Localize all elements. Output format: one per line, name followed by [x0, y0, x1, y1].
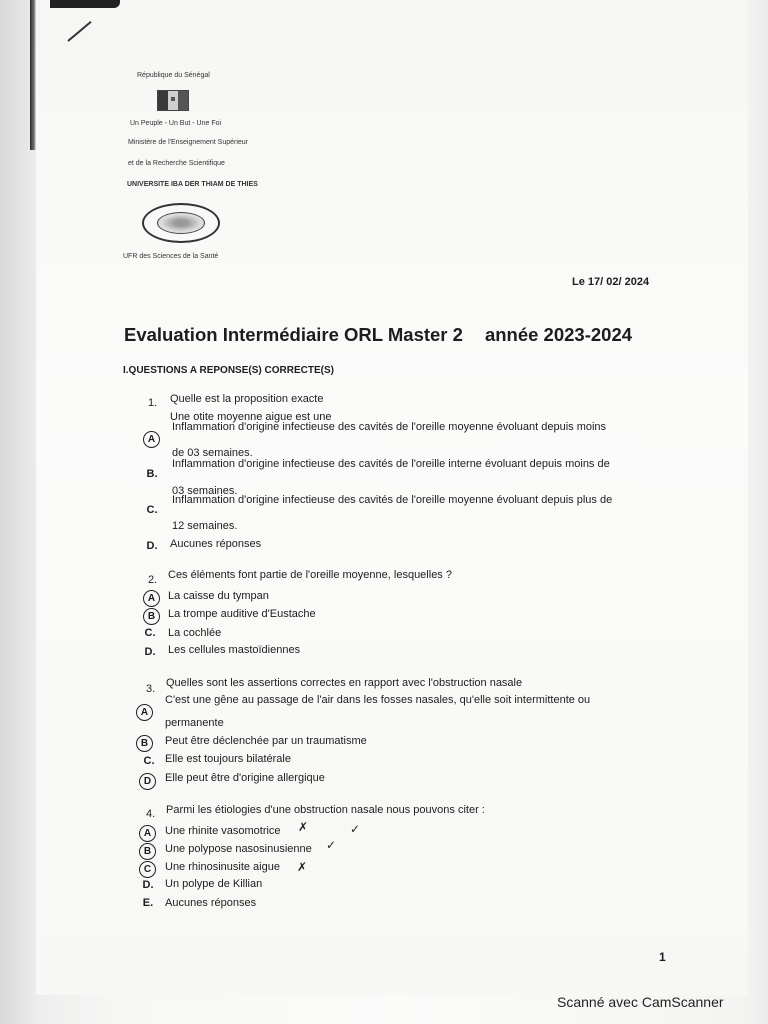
q4-option-c-circled: C [139, 861, 156, 878]
q1-option-c-line1: Inflammation d'origine infectieuse des cavités de l'oreille moyenne évoluant depuis plus de [172, 494, 613, 506]
q4-option-d-letter: D. [142, 879, 154, 891]
q3-option-b-circled: B [136, 735, 153, 752]
university-seal-icon [142, 203, 220, 243]
q2-option-d-letter: D. [144, 646, 156, 658]
section-heading: I.QUESTIONS A REPONSE(S) CORRECTE(S) [123, 365, 334, 376]
q1-option-a-circled: A [143, 431, 160, 448]
title-text: Evaluation Intermédiaire ORL Master 2 [124, 324, 463, 345]
q3-option-a-circled: A [136, 704, 153, 721]
q2-option-b-line1: La trompe auditive d'Eustache [168, 608, 316, 620]
question-4-number: 4. [146, 808, 156, 820]
q4-option-b-circled: B [139, 843, 156, 860]
q1-option-d-letter: D. [146, 540, 158, 552]
exam-date: Le 17/ 02/ 2024 [572, 276, 650, 288]
q4-b-handwritten-check-mark: ✓ [326, 838, 337, 852]
question-2-number: 2. [148, 574, 158, 586]
q4-a-handwritten-check-mark: ✓ [350, 822, 361, 836]
senegal-flag-icon [157, 90, 189, 111]
q3-option-c-line1: Elle est toujours bilatérale [165, 753, 291, 765]
q1-option-c-line2: 12 semaines. [172, 520, 238, 532]
question-1-text: Quelle est la proposition exacte [170, 393, 324, 405]
scanner-footer: Scanné avec CamScanner [557, 994, 724, 1010]
q1-option-b-line2: 03 semaines. [172, 485, 238, 497]
q4-option-a-line1: Une rhinite vasomotrice [165, 825, 281, 837]
header-ministere-line1: Ministère de l'Enseignement Supérieur [128, 139, 249, 146]
q3-option-d-line1: Elle peut être d'origine allergique [165, 772, 325, 784]
title-year: année 2023-2024 [484, 324, 633, 345]
question-1-number: 1. [148, 397, 158, 409]
q2-option-a-circled: A [143, 590, 160, 607]
q3-option-b-line1: Peut être déclenchée par un traumatisme [165, 735, 367, 747]
scan-corner-shadow [50, 0, 120, 8]
q4-option-e-letter: E. [142, 897, 154, 909]
q1-option-b-line1: Inflammation d'origine infectieuse des cavités de l'oreille interne évoluant depuis moins de [172, 458, 610, 470]
q1-option-d-line1: Aucunes réponses [170, 538, 262, 550]
header-ministere-line2: et de la Recherche Scientifique [128, 160, 225, 167]
header-ufr: UFR des Sciences de la Santé [123, 253, 219, 260]
q1-option-a-line1: Inflammation d'origine infectieuse des cavités de l'oreille moyenne évoluant depuis moins [172, 421, 607, 433]
question-1-text2: Une otite moyenne aigue est une [170, 411, 332, 423]
question-3-text: Quelles sont les assertions correctes en rapport avec l'obstruction nasale [166, 677, 523, 689]
q3-option-a-line1: C'est une gêne au passage de l'air dans les fosses nasales, qu'elle soit intermittente ou [165, 694, 591, 706]
q1-option-b-letter: B. [146, 468, 158, 480]
q4-option-e-line1: Aucunes réponses [165, 897, 257, 909]
q4-c-handwritten-cross-mark: ✗ [297, 860, 308, 874]
page-title [124, 324, 632, 346]
q3-option-d-circled: D [139, 773, 156, 790]
q4-option-c-line1: Une rhinosinusite aigue [165, 861, 280, 873]
q3-option-a-line2: permanente [165, 717, 224, 729]
question-2-text: Ces éléments font partie de l'oreille moyenne, lesquelles ? [168, 569, 452, 581]
q4-option-d-line1: Un polype de Killian [165, 878, 263, 890]
header-universite: UNIVERSITE IBA DER THIAM DE THIES [127, 181, 258, 188]
q4-option-b-line1: Une polypose nasosinusienne [165, 843, 312, 855]
question-4-text: Parmi les étiologies d'une obstruction nasale nous pouvons citer : [166, 804, 485, 816]
q1-option-a-line2: de 03 semaines. [172, 447, 253, 459]
q2-option-a-line1: La caisse du tympan [168, 590, 269, 602]
q2-option-c-letter: C. [144, 627, 156, 639]
page-shadow-edge [30, 0, 36, 150]
question-3-number: 3. [146, 683, 156, 695]
header-republique: République du Sénégal [137, 72, 210, 79]
page-number: 1 [659, 950, 666, 964]
q3-option-c-letter: C. [143, 755, 155, 767]
q2-option-c-line1: La cochlée [168, 627, 222, 639]
q2-option-b-circled: B [143, 608, 160, 625]
header-devise: Un Peuple - Un But - Une Foi [130, 120, 222, 127]
q4-option-a-circled: A [139, 825, 156, 842]
q2-option-d-line1: Les cellules mastoïdiennes [168, 644, 301, 656]
q4-a-handwritten-cross-mark: ✗ [298, 820, 309, 834]
q1-option-c-letter: C. [146, 504, 158, 516]
